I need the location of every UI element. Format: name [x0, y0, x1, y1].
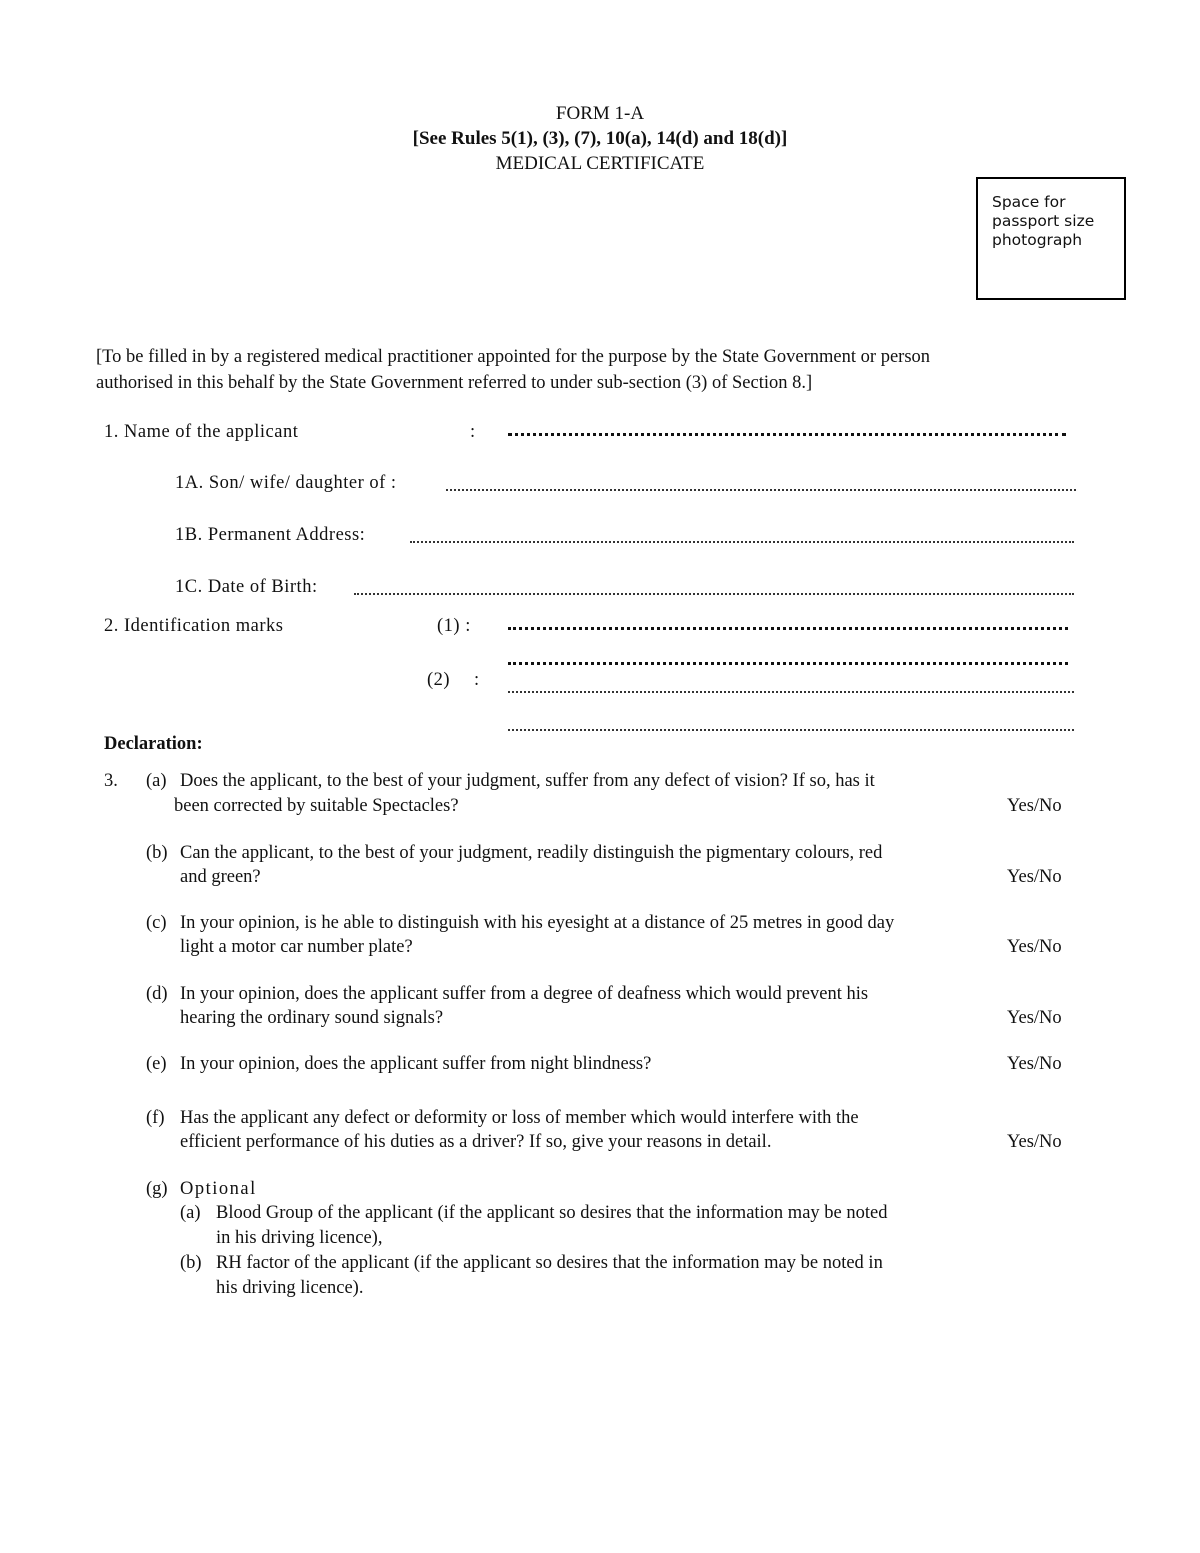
optional-b-line-1: RH factor of the applicant (if the applicant so desires that the information may be noted in — [216, 1253, 883, 1273]
question-c-label: (c) — [146, 913, 167, 933]
son-of-label: 1A. Son/ wife/ daughter of : — [175, 473, 397, 493]
dob-fill-line[interactable] — [354, 593, 1074, 595]
question-g-label: (g) — [146, 1179, 168, 1199]
son-of-fill-line[interactable] — [446, 489, 1076, 491]
question-f-answer[interactable]: Yes/No — [1007, 1132, 1062, 1152]
id-mark-2-fill-line[interactable] — [508, 691, 1074, 693]
declaration-heading: Declaration: — [104, 734, 203, 754]
id-mark-2-fill-line-2[interactable] — [508, 729, 1074, 731]
question-f-label: (f) — [146, 1108, 165, 1128]
question-d-line-2: hearing the ordinary sound signals? — [180, 1008, 444, 1028]
form-number: FORM 1-A — [555, 103, 645, 124]
question-b-answer[interactable]: Yes/No — [1007, 867, 1062, 887]
question-a-line-1: Does the applicant, to the best of your judgment, suffer from any defect of vision? If so, has it — [180, 771, 875, 791]
optional-b-label: (b) — [180, 1253, 202, 1273]
question-e-line-1: In your opinion, does the applicant suffer from night blindness? — [180, 1054, 652, 1074]
id-mark-1-fill-line[interactable] — [508, 627, 1068, 630]
question-c-line-2: light a motor car number plate? — [180, 937, 413, 957]
id-mark-2-colon: : — [474, 670, 480, 690]
question-e-answer[interactable]: Yes/No — [1007, 1054, 1062, 1074]
question-b-label: (b) — [146, 843, 168, 863]
name-colon: : — [470, 422, 476, 442]
question-a-line-2: been corrected by suitable Spectacles? — [174, 796, 459, 816]
question-a-answer[interactable]: Yes/No — [1007, 796, 1062, 816]
instruction-line-2: authorised in this behalf by the State Government referred to under sub-section (3) of Section 8.] — [96, 373, 813, 393]
optional-a-label: (a) — [180, 1203, 201, 1223]
photo-box-label: Space for passport size photograph — [992, 193, 1095, 249]
photo-box — [976, 177, 1126, 300]
name-label: 1. Name of the applicant — [104, 422, 299, 442]
address-fill-line[interactable] — [410, 541, 1074, 543]
id-marks-label: 2. Identification marks — [104, 616, 284, 636]
dob-label: 1C. Date of Birth: — [175, 577, 318, 597]
question-b-line-1: Can the applicant, to the best of your judgment, readily distinguish the pigmentary colours, red — [180, 843, 883, 863]
optional-a-line-2: in his driving licence), — [216, 1228, 383, 1248]
optional-b-line-2: his driving licence). — [216, 1278, 364, 1298]
question-e-label: (e) — [146, 1054, 167, 1074]
optional-heading: Optional — [180, 1179, 257, 1199]
instruction-line-1: [To be filled in by a registered medical practitioner appointed for the purpose by the State Government or person — [96, 347, 931, 367]
id-mark-1-fill-line-2[interactable] — [508, 662, 1068, 665]
address-label: 1B. Permanent Address: — [175, 525, 366, 545]
id-mark-2-number: (2) — [427, 670, 451, 690]
question-f-line-2: efficient performance of his duties as a driver? If so, give your reasons in detail. — [180, 1132, 772, 1152]
question-c-answer[interactable]: Yes/No — [1007, 937, 1062, 957]
name-fill-line[interactable] — [508, 433, 1066, 436]
question-d-label: (d) — [146, 984, 168, 1004]
question-f-line-1: Has the applicant any defect or deformity or loss of member which would interfere with the — [180, 1108, 859, 1128]
question-number: 3. — [104, 771, 118, 791]
question-a-label: (a) — [146, 771, 167, 791]
question-d-answer[interactable]: Yes/No — [1007, 1008, 1062, 1028]
form-rules: [See Rules 5(1), (3), (7), 10(a), 14(d) and 18(d)] — [412, 128, 788, 149]
question-c-line-1: In your opinion, is he able to distinguish with his eyesight at a distance of 25 metres in good day — [180, 913, 895, 933]
question-d-line-1: In your opinion, does the applicant suffer from a degree of deafness which would prevent his — [180, 984, 869, 1004]
page-title: MEDICAL CERTIFICATE — [495, 153, 705, 174]
id-mark-1-label: (1) : — [437, 616, 471, 636]
question-b-line-2: and green? — [180, 867, 261, 887]
optional-a-line-1: Blood Group of the applicant (if the applicant so desires that the information may be noted — [216, 1203, 888, 1223]
